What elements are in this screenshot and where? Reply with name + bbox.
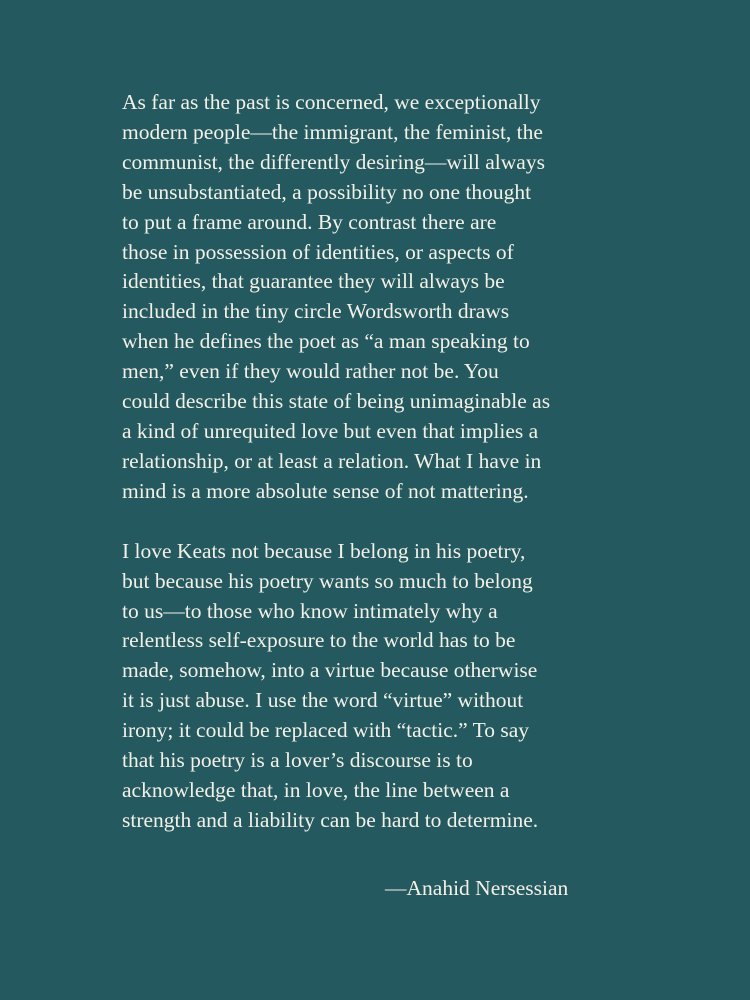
quote-paragraph-2 [122,537,682,836]
quote-line: identities, that guarantee they will always be [122,269,505,294]
quote-line: be unsubstantiated, a possibility no one thought [122,179,532,204]
quote-line: those in possession of identities, or aspects of [122,239,514,264]
quote-line: irony; it could be replaced with “tactic.” To say [122,718,530,743]
quote-line: modern people—the immigrant, the feminist, the [122,119,543,144]
quote-line: mind is a more absolute sense of not mattering. [122,478,529,503]
quote-line: it is just abuse. I use the word “virtue” without [122,688,524,713]
quote-line: men,” even if they would rather not be. You [122,359,499,384]
quote-line: included in the tiny circle Wordsworth draws [122,299,510,324]
attribution: —Anahid Nersessian [385,876,569,900]
quote-line: a kind of unrequited love but even that implies a [122,418,539,443]
quote-line: relentless self-exposure to the world has to be [122,628,516,653]
quote-line: As far as the past is concerned, we exceptionally [122,90,541,114]
quote-line: to put a frame around. By contrast there are [122,209,497,234]
quote-line: to us—to those who know intimately why a [122,598,498,623]
quote-body [122,88,682,836]
quote-line: made, somehow, into a virtue because otherwise [122,658,538,683]
quote-line: when he defines the poet as “a man speaking to [122,329,530,354]
quote-line: relationship, or at least a relation. What I have in [122,448,542,473]
quote-line: strength and a liability can be hard to determine. [122,807,539,832]
quote-line: that his poetry is a lover’s discourse is to [122,748,473,773]
quote-line: could describe this state of being unimaginable as [122,389,551,414]
quote-line: but because his poetry wants so much to belong [122,568,533,593]
quote-line: communist, the differently desiring—will always [122,149,545,174]
quote-line: acknowledge that, in love, the line between a [122,777,510,802]
quote-line: I love Keats not because I belong in his poetry, [122,538,526,563]
quote-paragraph-1 [122,88,682,507]
